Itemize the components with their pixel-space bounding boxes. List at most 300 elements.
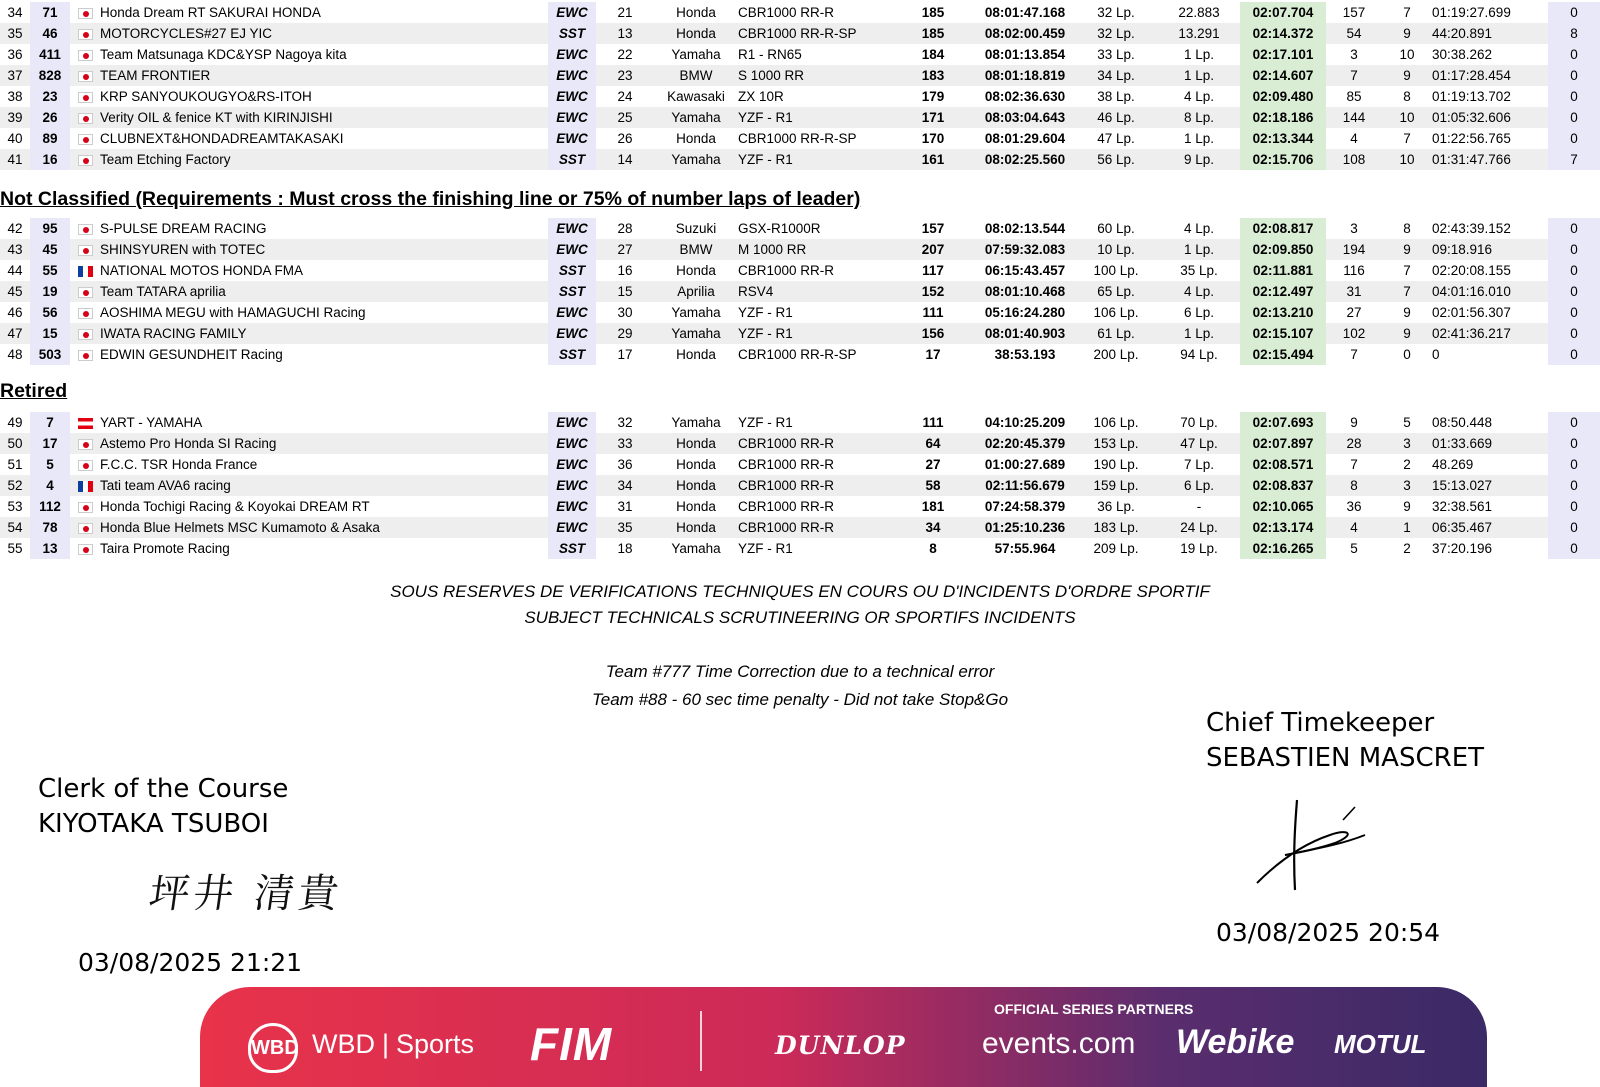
flag-cell [70,218,100,239]
bike-number-cell: 45 [30,239,70,260]
gap-to-previous-cell: 22.883 [1178,5,1220,20]
category-cell: EWC [548,323,596,344]
team-name-cell: Team Matsunaga KDC&YSP Nagoya kita [100,47,347,62]
pit-stops-cell: 8 [1403,89,1411,104]
total-time-cell: 08:01:10.468 [976,281,1074,302]
gap-to-previous-cell: 24 Lp. [1158,517,1240,538]
category-cell: EWC [548,302,596,323]
gap-to-previous-cell: 1 Lp. [1158,239,1240,260]
best-lap-number-cell: 194 [1326,239,1382,260]
bike-number-cell: 828 [30,65,70,86]
motul-logo: MOTUL [1334,1029,1427,1059]
bike-number-cell: 19 [30,281,70,302]
flag-cell [70,496,100,517]
category-position-cell: 26 [617,131,633,146]
laps-cell: 161 [890,149,976,170]
gap-to-leader-cell: 10 Lp. [1074,239,1158,260]
flag-cell [70,302,100,323]
table-row [0,517,1600,538]
pit-stops-cell: 10 [1382,107,1432,128]
gap-to-previous-cell: 13.291 [1158,23,1240,44]
not-classified-results-table [0,218,1600,365]
country-flag-icon [78,350,93,361]
table-row [0,65,1600,86]
footer-divider [700,1011,702,1071]
country-flag-icon [78,523,93,534]
table-row [0,128,1600,149]
disclaimer-english: SUBJECT TECHNICALS SCRUTINEERING OR SPORTIFS INCIDENTS [524,608,1076,627]
team-name-cell: CLUBNEXT&HONDADREAMTAKASAKI [100,131,344,146]
model-cell: CBR1000 RR-R-SP [738,23,890,44]
model-cell: CBR1000 RR-R [738,517,890,538]
manufacturer-cell: Yamaha [654,149,738,170]
manufacturer-cell: Yamaha [671,415,721,430]
bike-number-cell: 26 [30,107,70,128]
bike-number-cell: 13 [30,538,70,559]
penalty-cell: 0 [1548,517,1600,538]
best-lap-time-cell: 02:13.210 [1240,302,1326,323]
category-position-cell: 28 [617,221,633,236]
country-flag-icon [78,155,93,166]
webike-logo: Webike [1176,1023,1295,1061]
flag-cell [70,128,100,149]
category-cell: SST [548,344,596,365]
gap-to-leader-cell: 190 Lp. [1093,457,1139,472]
gap-to-leader-cell: 32 Lp. [1074,23,1158,44]
manufacturer-cell: BMW [654,65,738,86]
total-time-cell: 08:01:47.168 [984,5,1066,20]
total-time-cell: 01:25:10.236 [976,517,1074,538]
position-cell: 40 [7,131,23,146]
gap-to-leader-cell: 100 Lp. [1093,263,1139,278]
table-row [0,496,1600,517]
table-row [0,239,1600,260]
pit-stops-cell: 7 [1403,5,1411,20]
bike-number-cell: 5 [30,454,70,475]
penalty-cell: 0 [1548,302,1600,323]
category-cell: EWC [548,128,596,149]
penalty-cell: 0 [1548,65,1600,86]
table-row [0,412,1600,433]
best-lap-number-cell: 3 [1350,221,1358,236]
category-position-cell: 25 [596,107,654,128]
category-position-cell: 24 [617,89,633,104]
pit-time-cell: 01:33.669 [1432,433,1548,454]
best-lap-number-cell: 8 [1326,475,1382,496]
flag-cell [70,538,100,559]
model-cell: CBR1000 RR-R [738,457,835,472]
bike-number-cell: 7 [30,412,70,433]
gap-to-leader-cell: 159 Lp. [1074,475,1158,496]
model-cell: CBR1000 RR-R [738,499,835,514]
team-name-cell: Honda Tochigi Racing & Koyokai DREAM RT [100,499,370,514]
total-time-cell: 38:53.193 [994,347,1056,362]
best-lap-time-cell: 02:14.607 [1240,65,1326,86]
position-cell: 34 [7,5,23,20]
position-cell: 43 [0,239,30,260]
pit-stops-cell: 9 [1403,305,1411,320]
country-flag-icon [78,308,93,319]
manufacturer-cell: BMW [654,239,738,260]
gap-to-leader-cell: 106 Lp. [1093,305,1139,320]
laps-cell: 111 [922,415,944,430]
pit-stops-cell: 3 [1382,433,1432,454]
penalty-cell: 0 [1548,281,1600,302]
pit-stops-cell: 9 [1382,23,1432,44]
penalty-cell: 0 [1548,86,1600,107]
team-name-cell: IWATA RACING FAMILY [100,323,548,344]
gap-to-leader-cell: 34 Lp. [1074,65,1158,86]
gap-to-leader-cell: 61 Lp. [1074,323,1158,344]
best-lap-time-cell: 02:07.704 [1240,2,1326,23]
position-cell: 39 [0,107,30,128]
country-flag-icon [78,50,93,61]
category-position-cell: 36 [617,457,633,472]
laps-cell: 111 [922,305,944,320]
gap-to-leader-cell: 209 Lp. [1093,541,1139,556]
penalty-cell: 0 [1548,344,1600,365]
note-team-88: Team #88 - 60 sec time penalty - Did not take Stop&Go [591,690,1009,709]
pit-time-cell: 15:13.027 [1432,475,1548,496]
pit-stops-cell: 9 [1382,65,1432,86]
country-flag-icon [78,460,93,471]
pit-time-cell: 01:19:13.702 [1432,89,1511,104]
model-cell: CBR1000 RR-R-SP [738,347,857,362]
team-name-cell: SHINSYUREN with TOTEC [100,239,548,260]
table-row [0,475,1600,496]
team-name-cell: MOTORCYCLES#27 EJ YIC [100,23,548,44]
penalty-cell: 0 [1548,44,1600,65]
country-flag-icon [78,245,93,256]
table-row [0,23,1600,44]
category-position-cell: 21 [617,5,633,20]
model-cell: YZF - R1 [738,149,890,170]
team-name-cell: F.C.C. TSR Honda France [100,457,258,472]
pit-time-cell: 02:20:08.155 [1432,263,1511,278]
gap-to-previous-cell: 35 Lp. [1180,263,1218,278]
laps-cell: 184 [921,47,945,62]
gap-to-leader-cell: 36 Lp. [1097,499,1135,514]
total-time-cell: 08:03:04.643 [976,107,1074,128]
gap-to-previous-cell: 47 Lp. [1158,433,1240,454]
penalty-cell: 0 [1548,454,1600,475]
category-position-cell: 15 [596,281,654,302]
pit-time-cell: 32:38.561 [1432,499,1493,514]
pit-stops-cell: 9 [1382,239,1432,260]
gap-to-leader-cell: 56 Lp. [1074,149,1158,170]
total-time-cell: 08:01:40.903 [976,323,1074,344]
best-lap-time-cell: 02:08.571 [1240,454,1326,475]
category-position-cell: 23 [596,65,654,86]
pit-time-cell: 02:43:39.152 [1432,221,1511,236]
flag-cell [70,517,100,538]
laps-cell: 157 [921,221,945,236]
gap-to-leader-cell: 47 Lp. [1097,131,1135,146]
pit-stops-cell: 1 [1382,517,1432,538]
model-cell: GSX-R1000R [738,221,821,236]
best-lap-time-cell: 02:12.497 [1240,281,1326,302]
team-name-cell: Astemo Pro Honda SI Racing [100,433,548,454]
table-row [0,2,1600,23]
total-time-cell: 08:01:29.604 [984,131,1066,146]
manufacturer-cell: Yamaha [654,107,738,128]
manufacturer-cell: Aprilia [654,281,738,302]
model-cell: R1 - RN65 [738,47,802,62]
country-flag-icon [78,113,93,124]
position-cell: 46 [7,305,23,320]
country-flag-icon [78,329,93,340]
model-cell: CBR1000 RR-R [738,263,835,278]
best-lap-time-cell: 02:07.693 [1240,412,1326,433]
category-cell: EWC [548,433,596,454]
category-position-cell: 33 [596,433,654,454]
bike-number-cell: 411 [30,44,70,65]
model-cell: CBR1000 RR-R [738,433,890,454]
best-lap-number-cell: 27 [1346,305,1362,320]
pit-time-cell: 44:20.891 [1432,23,1548,44]
manufacturer-cell: Yamaha [671,47,721,62]
disclaimer-french: SOUS RESERVES DE VERIFICATIONS TECHNIQUES EN COURS OU D'INCIDENTS D'ORDRE SPORTIF [390,582,1210,601]
team-name-cell: Tati team AVA6 racing [100,475,548,496]
best-lap-time-cell: 02:07.897 [1240,433,1326,454]
table-row [0,302,1600,323]
fim-logo: FIM [530,1018,613,1070]
pit-time-cell: 01:22:56.765 [1432,131,1511,146]
laps-cell: 170 [921,131,945,146]
penalty-cell: 0 [1548,107,1600,128]
country-flag-icon [78,266,93,277]
total-time-cell: 05:16:24.280 [984,305,1066,320]
pit-stops-cell: 9 [1403,499,1411,514]
manufacturer-cell: Kawasaki [667,89,725,104]
note-team-777: Team #777 Time Correction due to a technical error [605,662,995,681]
best-lap-number-cell: 144 [1326,107,1382,128]
category-position-cell: 16 [617,263,633,278]
pit-stops-cell: 2 [1403,541,1411,556]
pit-stops-cell: 10 [1399,47,1415,62]
category-position-cell: 34 [596,475,654,496]
pit-stops-cell: 7 [1382,281,1432,302]
best-lap-number-cell: 31 [1326,281,1382,302]
category-cell: SST [548,281,596,302]
best-lap-number-cell: 7 [1350,347,1358,362]
country-flag-icon [78,439,93,450]
model-cell: YZF - R1 [738,415,793,430]
total-time-cell: 08:02:00.459 [976,23,1074,44]
category-position-cell: 35 [596,517,654,538]
pit-time-cell: 30:38.262 [1432,47,1493,62]
table-row [0,44,1600,65]
category-position-cell: 32 [617,415,633,430]
flag-cell [70,44,100,65]
pit-time-cell: 02:41:36.217 [1432,323,1548,344]
laps-cell: 179 [921,89,945,104]
gap-to-leader-cell: 38 Lp. [1097,89,1135,104]
bike-number-cell: 15 [30,323,70,344]
category-position-cell: 30 [617,305,633,320]
best-lap-time-cell: 02:08.817 [1240,218,1326,239]
table-row [0,107,1600,128]
total-time-cell: 07:24:58.379 [984,499,1066,514]
country-flag-icon [78,502,93,513]
model-cell: CBR1000 RR-R [738,475,890,496]
team-name-cell: Honda Blue Helmets MSC Kumamoto & Asaka [100,517,548,538]
total-time-cell: 08:02:13.544 [984,221,1066,236]
laps-cell: 34 [890,517,976,538]
table-row [0,538,1600,559]
sports-word: Sports [396,1029,475,1059]
table-row [0,323,1600,344]
category-position-cell: 31 [617,499,633,514]
manufacturer-cell: Yamaha [671,541,721,556]
laps-cell: 185 [921,5,945,20]
penalty-cell: 0 [1548,2,1600,23]
timekeeper-role: Chief Timekeeper [1206,708,1435,738]
wbd-shield-logo: WBD [248,1023,298,1073]
best-lap-time-cell: 02:08.837 [1240,475,1326,496]
flag-cell [70,412,100,433]
category-cell: SST [548,538,596,559]
gap-to-previous-cell: 4 Lp. [1183,221,1215,236]
best-lap-number-cell: 4 [1326,517,1382,538]
table-row [0,433,1600,454]
category-cell: EWC [548,218,596,239]
model-cell: M 1000 RR [738,239,890,260]
gap-to-leader-cell: 200 Lp. [1093,347,1139,362]
pit-time-cell: 01:17:28.454 [1432,65,1548,86]
best-lap-number-cell: 3 [1350,47,1358,62]
best-lap-time-cell: 02:10.065 [1240,496,1326,517]
best-lap-number-cell: 36 [1346,499,1362,514]
best-lap-time-cell: 02:13.174 [1240,517,1326,538]
gap-to-previous-cell: 70 Lp. [1180,415,1218,430]
team-name-cell: Honda Dream RT SAKURAI HONDA [100,5,321,20]
category-cell: EWC [548,107,596,128]
best-lap-number-cell: 4 [1350,131,1358,146]
best-lap-time-cell: 02:13.344 [1240,128,1326,149]
gap-to-previous-cell: 4 Lp. [1158,281,1240,302]
gap-to-leader-cell: 183 Lp. [1074,517,1158,538]
best-lap-time-cell: 02:14.372 [1240,23,1326,44]
retired-heading: Retired [0,380,68,402]
gap-to-previous-cell: 1 Lp. [1183,47,1215,62]
position-cell: 50 [0,433,30,454]
best-lap-time-cell: 02:15.107 [1240,323,1326,344]
flag-cell [70,23,100,44]
pit-time-cell: 01:05:32.606 [1432,107,1548,128]
gap-to-previous-cell: 8 Lp. [1158,107,1240,128]
laps-cell: 152 [890,281,976,302]
clerk-date: 03/08/2025 21:21 [78,948,303,977]
total-time-cell: 07:59:32.083 [976,239,1074,260]
category-cell: SST [548,23,596,44]
manufacturer-cell: Yamaha [671,305,721,320]
laps-cell: 185 [890,23,976,44]
position-cell: 48 [7,347,23,362]
bike-number-cell: 56 [30,302,70,323]
flag-cell [70,65,100,86]
position-cell: 54 [0,517,30,538]
bike-number-cell: 503 [30,344,70,365]
pit-time-cell: 48.269 [1432,457,1474,472]
table-row [0,260,1600,281]
pit-stops-cell: 5 [1403,415,1411,430]
position-cell: 38 [7,89,23,104]
penalty-cell: 8 [1548,23,1600,44]
flag-cell [70,2,100,23]
pit-stops-cell: 10 [1382,149,1432,170]
best-lap-number-cell: 108 [1326,149,1382,170]
flag-cell [70,454,100,475]
dunlop-logo: DUNLOP [775,1031,906,1060]
bike-number-cell: 4 [30,475,70,496]
penalty-cell: 0 [1548,239,1600,260]
best-lap-number-cell: 157 [1342,5,1366,20]
model-cell: YZF - R1 [738,323,890,344]
laps-cell: 58 [890,475,976,496]
timekeeper-block [1206,706,1484,776]
laps-cell: 183 [890,65,976,86]
gap-to-leader-cell: 106 Lp. [1093,415,1139,430]
penalty-cell: 0 [1548,218,1600,239]
position-cell: 47 [0,323,30,344]
position-cell: 45 [0,281,30,302]
total-time-cell: 01:00:27.689 [984,457,1066,472]
pit-time-cell: 04:01:16.010 [1432,281,1548,302]
penalty-cell: 0 [1548,412,1600,433]
pit-stops-cell: 2 [1403,457,1411,472]
flag-cell [70,475,100,496]
clerk-name: KIYOTAKA TSUBOI [38,809,269,839]
team-name-cell: TEAM FRONTIER [100,65,548,86]
team-name-cell: S-PULSE DREAM RACING [100,221,267,236]
manufacturer-cell: Honda [676,347,716,362]
pit-time-cell: 09:18.916 [1432,239,1548,260]
gap-to-leader-cell: 46 Lp. [1074,107,1158,128]
pit-time-cell: 0 [1432,347,1440,362]
flag-cell [70,86,100,107]
gap-to-leader-cell: 32 Lp. [1097,5,1135,20]
best-lap-number-cell: 9 [1350,415,1358,430]
category-position-cell: 14 [596,149,654,170]
table-row [0,454,1600,475]
country-flag-icon [78,544,93,555]
flag-cell [70,149,100,170]
events-com-logo: events.com [982,1027,1136,1060]
laps-cell: 64 [890,433,976,454]
wbd-word: WBD [312,1029,375,1059]
best-lap-time-cell: 02:18.186 [1240,107,1326,128]
manufacturer-cell: Honda [654,475,738,496]
best-lap-number-cell: 85 [1346,89,1362,104]
model-cell: S 1000 RR [738,65,890,86]
gap-to-previous-cell: 6 Lp. [1158,475,1240,496]
position-cell: 51 [7,457,23,472]
country-flag-icon [78,224,93,235]
category-cell: EWC [548,412,596,433]
bike-number-cell: 16 [30,149,70,170]
flag-cell [70,433,100,454]
position-cell: 52 [0,475,30,496]
clerk-signature: 坪井 清貴 [146,871,346,917]
clerk-role: Clerk of the Course [38,774,289,804]
best-lap-time-cell: 02:17.101 [1240,44,1326,65]
table-row [0,281,1600,302]
manufacturer-cell: Yamaha [654,323,738,344]
manufacturer-cell: Suzuki [675,221,717,236]
gap-to-previous-cell: 7 Lp. [1183,457,1215,472]
pit-stops-cell: 7 [1403,131,1411,146]
